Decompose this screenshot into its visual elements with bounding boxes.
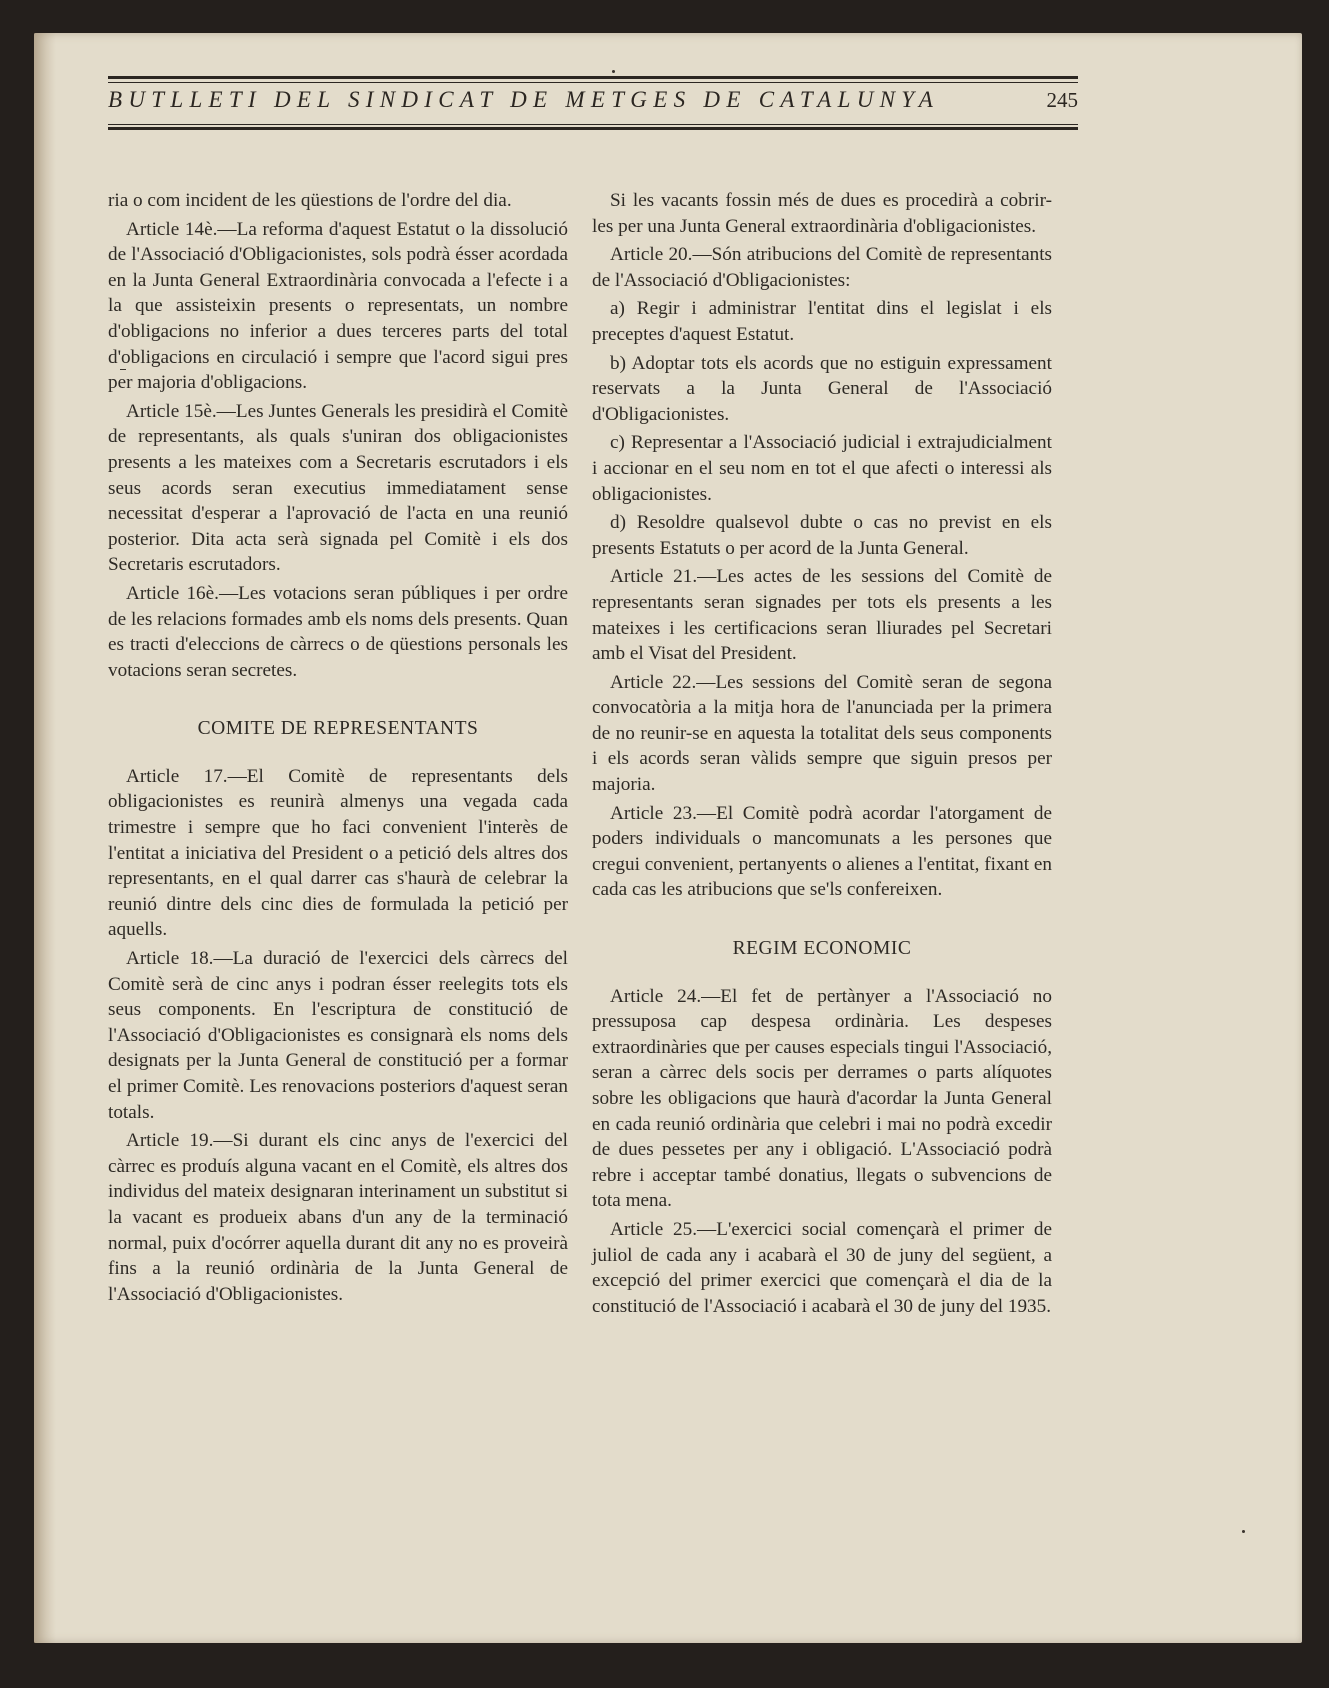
article-15: Article 15è.—Les Juntes Generals les presidirà el Comitè de representants, als quals s'uniran dos obligacionistes presents a les mateixes com a Secretaris escrutadors i els seus acords seran executius immediatament sense necessitat d'esperar a l'aprovació de l'acta en una reunió posterior. Dita acta serà signada pel Comitè i els dos Secretaris escrutadors. — [108, 400, 568, 576]
article-16: Article 16è.—Les votacions seran públiques i per ordre de les relacions formades amb els noms dels presents. Quan es tracti d'eleccions de càrrecs o de qüestions personals les votacions seran secretes. — [108, 582, 568, 681]
article-18: Article 18.—La duració de l'exercici dels càrrecs del Comitè serà de cinc anys i podran ésser reelegits tots els seus components. En l'escriptura de constitució de l'Associació d'Obligacionistes es consignarà els noms dels designats per la Junta General de constitució per a formar el primer Comitè. Les renovacions posteriors d'aquest seran totals. — [108, 948, 568, 1123]
article-20-item-c: c) Representar a l'Associació judicial i extrajudicialment i accionar en el seu nom en tot el que afecti o interessi als obligacionistes. — [592, 432, 1052, 505]
speck — [1242, 1530, 1245, 1533]
header-rule-top-thin — [108, 82, 1078, 83]
speck — [612, 70, 615, 73]
section-heading-regim: REGIM ECONOMIC — [732, 938, 912, 960]
paragraph-continuation: ria o com incident de les qüestions de l'ordre del dia. — [108, 190, 512, 211]
article-17: Article 17.—El Comitè de representants dels obligacionistes es reunirà almenys una vegada cada trimestre i sempre que ho faci convenient l'interès de l'entitat a iniciativa del President o a petició dels altres dos representants, en el qual darrer cas s'haurà de celebrar la reunió dintre dels cinc dies de formulada la petició per aquells. — [108, 765, 568, 941]
article-20: Article 20.—Són atribucions del Comitè de representants de l'Associació d'Obligacionistes: — [592, 244, 1052, 291]
article-24: Article 24.—El fet de pertànyer a l'Associació no pressuposa cap despesa ordinària. Les despeses extraordinàries que per causes especials tingui l'Associació, seran a càrrec dels socis per derrames o parts alíquotes sobre les obligacions que haurà d'acordar la Junta General en cada reunió ordinària que celebri i mai no podrà excedir de dues pessetes per any i obligació. L'Associació podrà rebre i acceptar també donatius, llegats o subvencions de tota mena. — [592, 985, 1052, 1212]
article-20-item-d: d) Resoldre qualsevol dubte o cas no previst en els presents Estatuts o per acord de la Junta General. — [592, 512, 1052, 559]
paragraph-vacants: Si les vacants fossin més de dues es procedirà a cobrir-les per una Junta General extraordinària d'obligacionistes. — [592, 190, 1052, 237]
article-21: Article 21.—Les actes de les sessions del Comitè de representants seran signades per tots els presents a les mateixes i les certificacions seran lliurades pel Secretari amb el Visat del President. — [592, 566, 1052, 665]
running-header — [108, 76, 1078, 136]
running-title: BUTLLETI DEL SINDICAT DE METGES DE CATALUNYA — [108, 87, 940, 112]
article-20-item-a: a) Regir i administrar l'entitat dins el legislat i els preceptes d'aquest Estatut. — [592, 298, 1052, 345]
left-column — [108, 188, 568, 1310]
article-20-item-b: b) Adoptar tots els acords que no estiguin expressament reservats a la Junta General de l'Associació d'Obligacionistes. — [592, 352, 1052, 425]
header-rule-top-thick — [108, 76, 1078, 79]
right-column — [592, 188, 1052, 1322]
header-rule-bottom-thin — [108, 124, 1078, 125]
page-number: 245 — [1046, 88, 1078, 112]
article-19: Article 19.—Si durant els cinc anys de l'exercici del càrrec es produís alguna vacant en el Comitè, els altres dos individus del mateix designaran interinament un substitut si la vacant es produeix abans d'un any de la terminació normal, puix d'ocórrer aquella durant dit any no es proveirà fins a la reunió ordinària de la Junta General de l'Associació d'Obligacionistes. — [108, 1130, 568, 1305]
page-gutter-shadow — [34, 33, 56, 1643]
section-heading-comite: COMITE DE REPRESENTANTS — [197, 718, 479, 740]
header-rule-bottom-thick — [108, 127, 1078, 130]
article-14: Article 14è.—La reforma d'aquest Estatut o la dissolució de l'Associació d'Obligacionistes, sols podrà ésser acordada en la Junta General Extraordinària convocada a l'efecte i a la que assisteixin presents o representats, un nombre d'obligacions no inferior a dues terceres parts del total d'obligacions en circulació i sempre que l'acord sigui pres per majoria d'obligacions. — [108, 218, 568, 394]
article-23: Article 23.—El Comitè podrà acordar l'atorgament de poders individuals o mancomunats a les persones que cregui convenient, pertanyents o alienes a l'entitat, fixant en cada cas les atribucions que se'ls confereixen. — [592, 802, 1052, 901]
article-25: Article 25.—L'exercici social començarà el primer de juliol de cada any i acabarà el 30 de juny del següent, a excepció del primer exercici que començarà el dia de la constitució de l'Associació i acabarà el 30 de juny del 1935. — [592, 1218, 1052, 1317]
article-22: Article 22.—Les sessions del Comitè seran de segona convocatòria a la mitja hora de l'anunciada per la primera de no reunir-se en aquesta la totalitat dels seus components i els acords seran vàlids sempre que siguin presos per majoria. — [592, 671, 1052, 796]
